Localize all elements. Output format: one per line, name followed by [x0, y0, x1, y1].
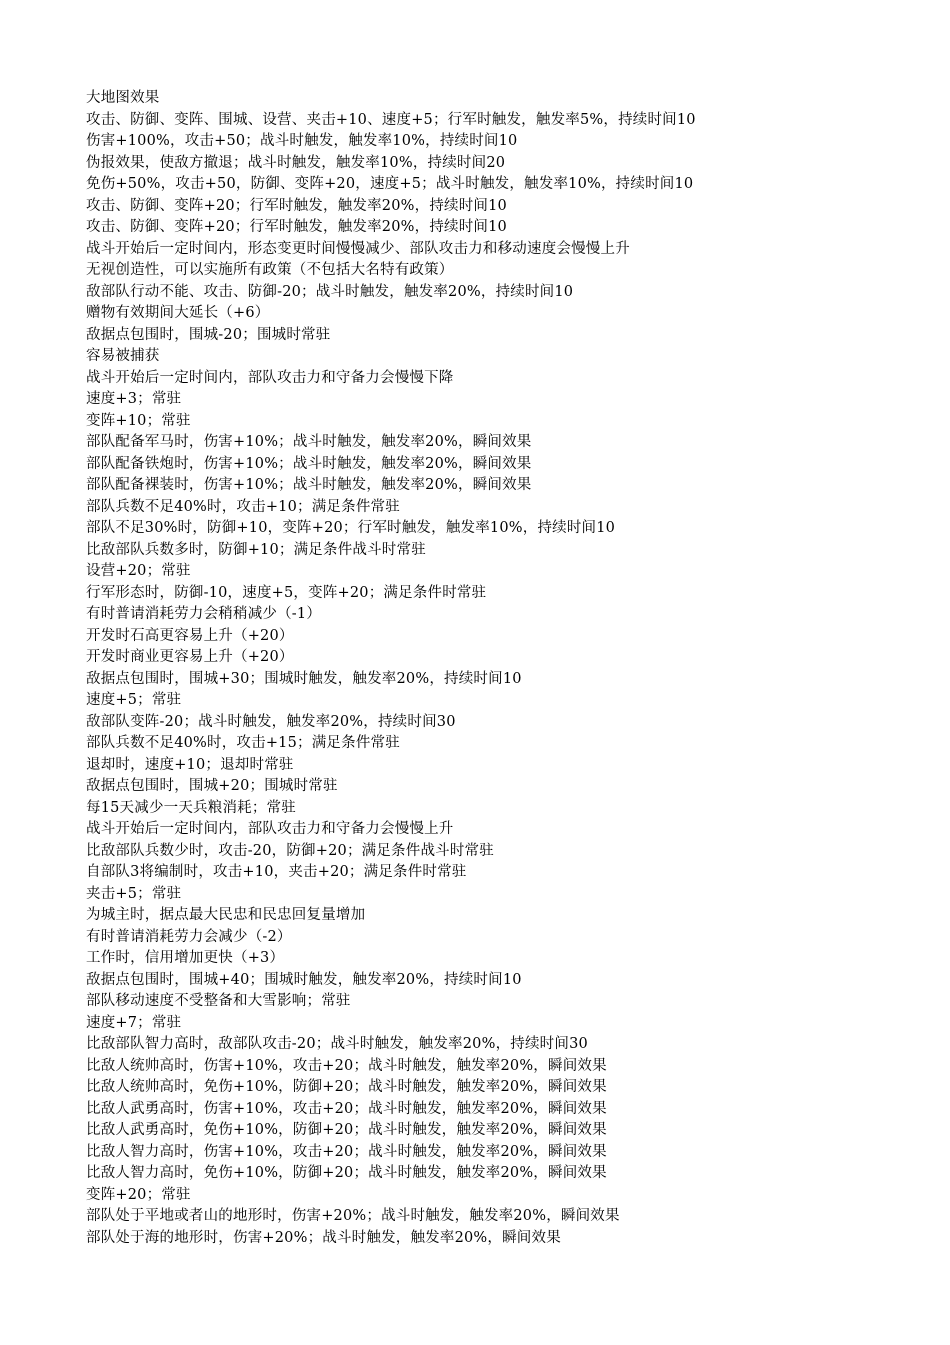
effect-line: 每15天减少一天兵粮消耗；常驻: [86, 799, 296, 816]
effect-line: 变阵+20；常驻: [86, 1186, 191, 1203]
effect-line: 行军形态时，防御-10，速度+5，变阵+20；满足条件时常驻: [86, 584, 487, 601]
effect-line: 敌据点包围时，围城+20；围城时常驻: [86, 778, 338, 794]
effect-line: 部队配备裸装时，伤害+10%；战斗时触发，触发率20%，瞬间效果: [86, 477, 532, 493]
effect-line: 有时普请消耗劳力会稍稍减少（-1）: [86, 606, 322, 622]
effect-line: 速度+7；常驻: [86, 1014, 182, 1031]
effect-line: 容易被捕获: [86, 348, 160, 364]
effect-line: 工作时，信用增加更快（+3）: [86, 950, 285, 966]
effect-line: 战斗开始后一定时间内，形态变更时间慢慢减少、部队攻击力和移动速度会慢慢上升: [86, 240, 630, 257]
effect-line: 为城主时，据点最大民忠和民忠回复量增加: [86, 907, 366, 923]
effect-line: 战斗开始后一定时间内，部队攻击力和守备力会慢慢上升: [86, 821, 454, 837]
effect-line: 部队处于海的地形时，伤害+20%；战斗时触发，触发率20%，瞬间效果: [86, 1229, 561, 1246]
effect-line: 有时普请消耗劳力会减少（-2）: [86, 928, 292, 945]
effect-line: 敌据点包围时，围城+30；围城时触发，触发率20%，持续时间10: [86, 670, 522, 687]
effect-line: 部队兵数不足40%时，攻击+15；满足条件常驻: [86, 735, 400, 751]
effect-line: 变阵+10；常驻: [86, 412, 191, 429]
effect-line: 自部队3将编制时，攻击+10，夹击+20；满足条件时常驻: [86, 864, 467, 880]
effect-line: 敌据点包围时，围城-20；围城时常驻: [86, 326, 331, 343]
effect-line: 攻击、防御、变阵、围城、设营、夹击+10、速度+5；行军时触发，触发率5%，持续时间10: [86, 111, 696, 128]
effect-line: 比敌人统帅高时，免伤+10%，防御+20；战斗时触发，触发率20%，瞬间效果: [86, 1079, 607, 1095]
effect-line: 部队配备铁炮时，伤害+10%；战斗时触发，触发率20%，瞬间效果: [86, 455, 532, 472]
effect-line: 比敌部队兵数少时，攻击-20，防御+20；满足条件战斗时常驻: [86, 842, 494, 859]
effect-line: 敌据点包围时，围城+40；围城时触发，触发率20%，持续时间10: [86, 971, 522, 988]
effect-line: 免伤+50%，攻击+50，防御、变阵+20，速度+5；战斗时触发，触发率10%，持续时间10: [86, 176, 694, 192]
effect-line: 开发时石高更容易上升（+20）: [86, 627, 294, 644]
effect-line: 部队不足30%时，防御+10，变阵+20；行军时触发，触发率10%，持续时间10: [86, 520, 616, 536]
effect-line: 部队处于平地或者山的地形时，伤害+20%；战斗时触发，触发率20%，瞬间效果: [86, 1208, 620, 1224]
effect-line: 开发时商业更容易上升（+20）: [86, 649, 294, 665]
effect-line: 比敌人智力高时，免伤+10%，防御+20；战斗时触发，触发率20%，瞬间效果: [86, 1165, 607, 1181]
effect-line: 部队移动速度不受整备和大雪影响；常驻: [86, 993, 351, 1009]
effect-line: 赠物有效期间大延长（+6）: [86, 305, 270, 321]
effect-line: 部队兵数不足40%时，攻击+10；满足条件常驻: [86, 498, 400, 515]
effect-line: 战斗开始后一定时间内，部队攻击力和守备力会慢慢下降: [86, 369, 454, 386]
document-heading: 大地图效果: [86, 90, 160, 106]
effects-document: [86, 88, 926, 1249]
effect-line: 设营+20；常驻: [86, 563, 191, 579]
effect-line: 无视创造性，可以实施所有政策（不包括大名特有政策）: [86, 262, 454, 278]
effect-line: 比敌人武勇高时，伤害+10%，攻击+20；战斗时触发，触发率20%，瞬间效果: [86, 1100, 607, 1117]
effect-line: 比敌部队兵数多时，防御+10；满足条件战斗时常驻: [86, 541, 426, 558]
effect-line: 攻击、防御、变阵+20；行军时触发，触发率20%，持续时间10: [86, 197, 507, 214]
effect-line: 比敌人智力高时，伤害+10%，攻击+20；战斗时触发，触发率20%，瞬间效果: [86, 1143, 607, 1160]
effect-line: 夹击+5；常驻: [86, 885, 182, 902]
effect-line: 速度+3；常驻: [86, 391, 182, 407]
effect-line: 比敌人武勇高时，免伤+10%，防御+20；战斗时触发，触发率20%，瞬间效果: [86, 1122, 607, 1138]
effect-line: 部队配备军马时，伤害+10%；战斗时触发，触发率20%，瞬间效果: [86, 434, 532, 450]
effect-line: 退却时，速度+10；退却时常驻: [86, 756, 294, 773]
effect-line: 比敌人统帅高时，伤害+10%，攻击+20；战斗时触发，触发率20%，瞬间效果: [86, 1057, 607, 1074]
effect-line: 比敌部队智力高时，敌部队攻击-20；战斗时触发，触发率20%，持续时间30: [86, 1036, 588, 1052]
effect-line: 伤害+100%，攻击+50；战斗时触发，触发率10%，持续时间10: [86, 133, 518, 149]
effect-line: 敌部队行动不能、攻击、防御-20；战斗时触发，触发率20%，持续时间10: [86, 283, 574, 300]
effect-line: 敌部队变阵-20；战斗时触发，触发率20%，持续时间30: [86, 713, 456, 730]
effect-line: 伪报效果，使敌方撤退；战斗时触发，触发率10%，持续时间20: [86, 154, 506, 171]
effect-line: 攻击、防御、变阵+20；行军时触发，触发率20%，持续时间10: [86, 219, 507, 235]
effect-line: 速度+5；常驻: [86, 692, 182, 708]
